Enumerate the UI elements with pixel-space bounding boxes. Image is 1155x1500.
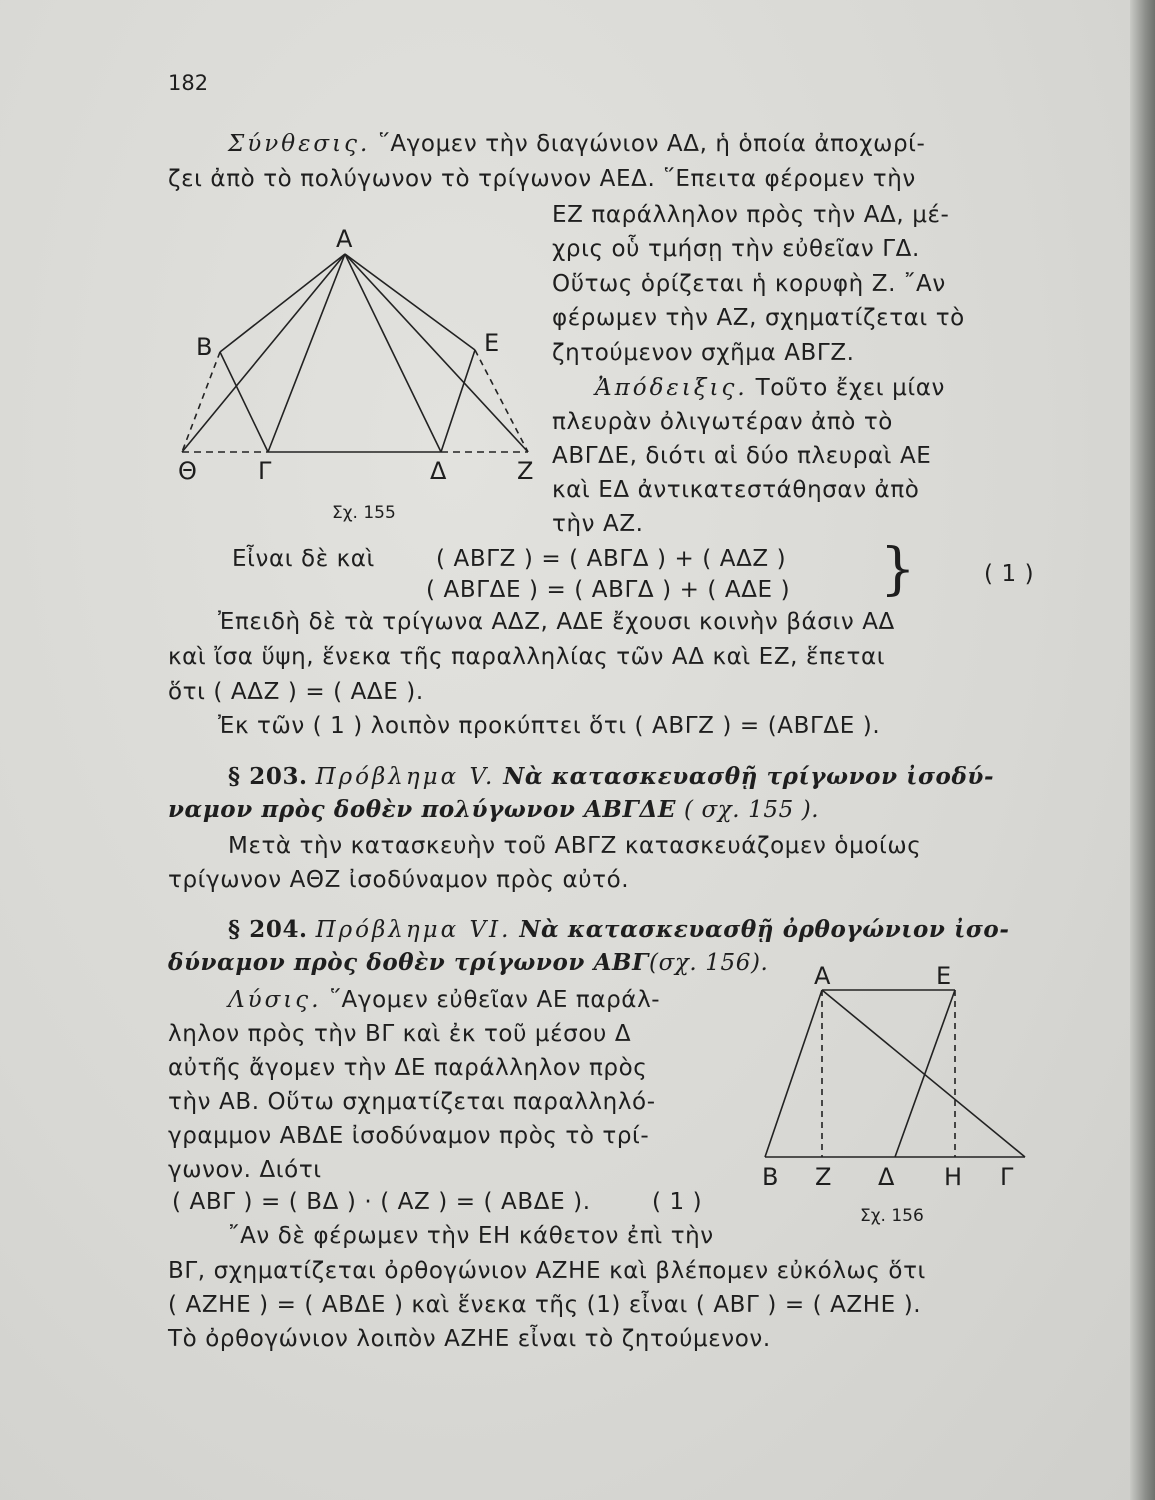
section203-body-line-2: τρίγωνον ΑΘΖ ἰσοδύναμον πρὸς αὐτό.	[168, 867, 630, 893]
section203-heading-line-2	[168, 793, 819, 827]
synthesis-line-2: ζει ἀπὸ τὸ πολύγωνον τὸ τρίγωνον ΑΕΔ. ῞Επειτα φέρομεν τὴν	[168, 166, 916, 192]
solution-equation-number: ( 1 )	[652, 1189, 703, 1215]
fig155-caption: Σχ. 155	[332, 503, 396, 523]
fig155-label-Delta: Δ	[430, 457, 447, 485]
solution-line-4: τὴν ΑΒ. Οὕτω σχηματίζεται παραλληλό-	[168, 1089, 656, 1115]
fig155-line-AZ	[345, 254, 528, 452]
fig156-label-Eta: Η	[944, 1163, 963, 1191]
equation-1: ( ΑΒΓΖ ) = ( ΑΒΓΔ ) + ( ΑΔΖ )	[436, 546, 787, 572]
section203-number: § 203.	[228, 763, 308, 790]
fig155-label-Theta: Θ	[178, 457, 197, 485]
proof-line-1	[595, 372, 945, 405]
fig155-side-BG	[220, 352, 268, 452]
proof-label: Ἀπόδειξις.	[595, 375, 748, 401]
synthesis-line-7: ζητούμενον σχῆμα ΑΒΓΖ.	[552, 340, 855, 366]
solution-line-1	[228, 984, 660, 1017]
fig155-label-Zeta: Ζ	[517, 457, 534, 485]
after-line-2: ΒΓ, σχηματίζεται ὀρθογώνιον ΑΖΗΕ καὶ βλέπομεν εὐκόλως ὅτι	[168, 1258, 926, 1284]
fig156-label-Zeta: Ζ	[815, 1163, 832, 1191]
section204-heading-line-2	[168, 946, 768, 980]
fig156-label-Gamma: Γ	[1000, 1163, 1014, 1191]
section203-heading-line-1	[228, 760, 994, 794]
paragraph2-line-4: Ἐκ τῶν ( 1 ) λοιπὸν προκύπτει ὅτι ( ΑΒΓΖ ) = (ΑΒΓΔΕ ).	[218, 713, 881, 739]
synthesis-line-3: ΕΖ παράλληλον πρὸς τὴν ΑΔ, μέ-	[552, 202, 950, 228]
equations-number: ( 1 )	[984, 561, 1035, 587]
synthesis-line-1	[228, 128, 925, 161]
synthesis-label: Σύνθεσις.	[228, 131, 371, 157]
proof-line-5: τὴν ΑΖ.	[552, 511, 644, 537]
synthesis-line-4: χρις οὗ τμήσῃ τὴν εὐθεῖαν ΓΔ.	[552, 236, 920, 262]
figure-155	[170, 220, 540, 520]
section204-label: Πρόβλημα VI.	[315, 917, 512, 943]
synthesis-line-6: φέρωμεν τὴν ΑΖ, σχηματίζεται τὸ	[552, 305, 965, 331]
proof-line-2: πλευρὰν ὀλιγωτέραν ἀπὸ τὸ	[552, 409, 893, 435]
section203-title-1: Νὰ κατασκευασθῇ τρίγωνον ἰσοδύ-	[503, 763, 995, 790]
synthesis-line-5: Οὕτως ὁρίζεται ἡ κορυφὴ Ζ. ῎Αν	[552, 271, 946, 297]
fig156-label-B: Β	[762, 1163, 779, 1191]
fig156-label-E: Ε	[936, 962, 952, 990]
fig155-side-AE	[345, 254, 475, 350]
section204-title-2: δύναμον πρὸς δοθὲν τρίγωνον ΑΒΓ	[168, 949, 650, 976]
fig155-side-ED	[441, 350, 475, 452]
proof-line-4: καὶ ΕΔ ἀντικατεστάθησαν ἀπὸ	[552, 477, 920, 503]
section203-label: Πρόβλημα V.	[315, 764, 496, 790]
fig155-label-Gamma: Γ	[258, 457, 272, 485]
solution-line-6: γωνον. Διότι	[168, 1157, 322, 1183]
fig156-line-AG	[822, 990, 1025, 1157]
equations-brace: }	[880, 537, 917, 602]
equations-intro: Εἶναι δὲ καὶ	[232, 546, 375, 572]
solution-equation: ( ΑΒΓ ) = ( ΒΔ ) · ( ΑΖ ) = ( ΑΒΔΕ ).	[172, 1189, 591, 1215]
after-line-3: ( ΑΖΗΕ ) = ( ΑΒΔΕ ) καὶ ἕνεκα τῆς (1) εἶναι ( ΑΒΓ ) = ( ΑΖΗΕ ).	[168, 1292, 922, 1318]
after-line-4: Τὸ ὀρθογώνιον λοιπὸν ΑΖΗΕ εἶναι τὸ ζητούμενον.	[168, 1326, 771, 1352]
section203-body-line-1: Μετὰ τὴν κατασκευὴν τοῦ ΑΒΓΖ κατασκευάζομεν ὁμοίως	[228, 833, 922, 859]
fig155-label-A: Α	[336, 225, 353, 253]
fig156-line-AB	[765, 990, 822, 1157]
fig155-label-B: Β	[196, 333, 213, 361]
fig155-dashed-BTheta	[182, 352, 220, 452]
fig155-dashed-EZ	[475, 350, 528, 452]
proof-line-3: ΑΒΓΔΕ, διότι αἱ δύο πλευραὶ ΑΕ	[552, 443, 932, 469]
section204-title-1: Νὰ κατασκευασθῇ ὀρθογώνιον ἰσο-	[519, 916, 1010, 943]
solution-line-5: γραμμον ΑΒΔΕ ἰσοδύναμον πρὸς τὸ τρί-	[168, 1123, 650, 1149]
page-number: 182	[168, 71, 209, 95]
proof-text-1: Τοῦτο ἔχει μίαν	[755, 375, 945, 401]
book-spine-shadow	[1130, 0, 1155, 1500]
section204-ref: (σχ. 156).	[649, 950, 769, 976]
fig155-line-AD	[345, 254, 441, 452]
solution-line-2: ληλον πρὸς τὴν ΒΓ καὶ ἐκ τοῦ μέσου Δ	[168, 1021, 632, 1047]
paragraph2-line-3: ὅτι ( ΑΔΖ ) = ( ΑΔΕ ).	[168, 679, 424, 705]
after-line-1: ῎Αν δὲ φέρωμεν τὴν ΕΗ κάθετον ἐπὶ τὴν	[228, 1223, 714, 1249]
paragraph2-line-1: Ἐπειδὴ δὲ τὰ τρίγωνα ΑΔΖ, ΑΔΕ ἔχουσι κοινὴν βάσιν ΑΔ	[218, 609, 895, 635]
fig156-label-Delta: Δ	[878, 1163, 895, 1191]
section204-number: § 204.	[228, 916, 308, 943]
solution-text-1: ῞Αγομεν εὐθεῖαν ΑΕ παράλ-	[329, 987, 661, 1013]
equation-2: ( ΑΒΓΔΕ ) = ( ΑΒΓΔ ) + ( ΑΔΕ )	[426, 577, 791, 603]
fig156-caption: Σχ. 156	[860, 1206, 924, 1226]
paragraph2-line-2: καὶ ἴσα ὕψη, ἕνεκα τῆς παραλληλίας τῶν ΑΔ καὶ ΕΖ, ἕπεται	[168, 644, 886, 670]
solution-line-3: αὐτῆς ἄγομεν τὴν ΔΕ παράλληλον πρὸς	[168, 1055, 648, 1081]
fig155-label-E: Ε	[484, 329, 500, 357]
section203-ref: ( σχ. 155 ).	[683, 797, 820, 823]
fig156-line-ED	[895, 990, 955, 1157]
section203-title-2: ναμον πρὸς δοθὲν πολύγωνον ΑΒΓΔΕ	[168, 796, 677, 823]
synthesis-text-1: ῞Αγομεν τὴν διαγώνιον ΑΔ, ἡ ὁποία ἀποχωρί-	[378, 131, 926, 157]
fig156-label-A: Α	[814, 962, 831, 990]
figure-156	[755, 985, 1035, 1165]
solution-label: Λύσις.	[228, 987, 322, 1013]
section204-heading-line-1	[228, 913, 1009, 947]
